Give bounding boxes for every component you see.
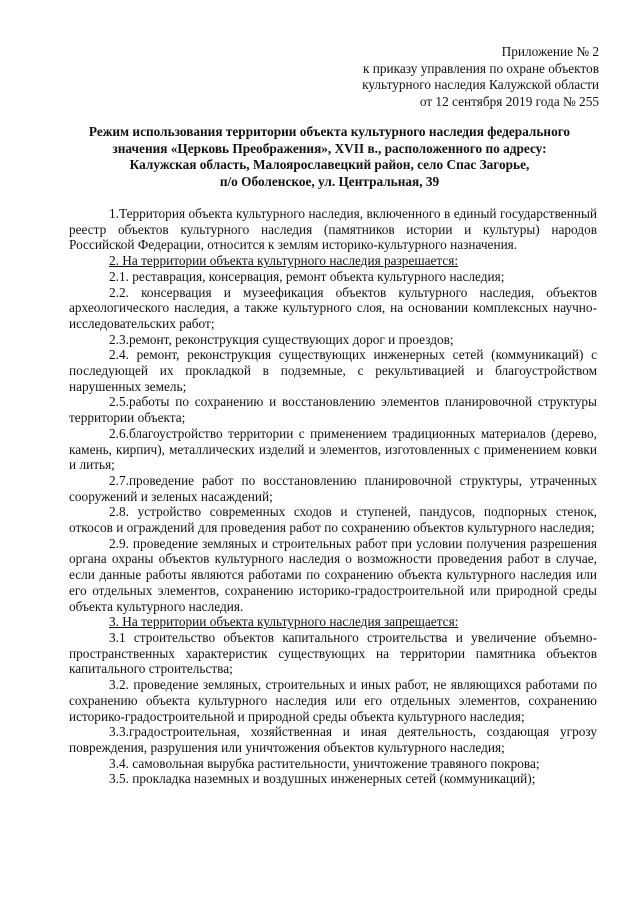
appendix-line: от 12 сентября 2019 года № 255 (419, 93, 599, 109)
list-item: 2.4. ремонт, реконструкция существующих инженерных сетей (коммуникаций) с последующей их прокладкой в подземные, с рекультивацией и благоустройством нарушенных земель; (69, 347, 597, 394)
list-item: 3.2. проведение земляных, строительных и иных работ, не являющихся работами по сохранению объекта культурного наследия или его отдельных элементов, сохранению историко-градостроительной и природной среды объекта культурного наследия; (69, 677, 597, 724)
appendix-header (299, 44, 599, 110)
document-title (60, 124, 599, 190)
list-item: 2.6.благоустройство территории с применением традиционных материалов (дерево, камень, кирпич), металлических изделий и элементов, изготовленных с применением ковки и литья; (69, 425, 597, 473)
appendix-line: к приказу управления по охране объектов (362, 60, 599, 76)
list-item: 2.8. устройство современных сходов и ступеней, пандусов, подпорных стенок, откосов и ограждений для проведения работ по сохранению объектов культурного наследия; (69, 504, 597, 536)
title-line: Режим использования территории объекта культурного наследия федерального (88, 124, 571, 139)
section-2-heading-text: 2. На территории объекта культурного наследия разрешается: (109, 253, 459, 269)
list-item: 3.5. прокладка наземных и воздушных инженерных сетей (коммуникаций); (109, 771, 536, 787)
section-3-heading (69, 614, 597, 630)
title-line: п/о Оболенское, ул. Центральная, 39 (219, 173, 440, 189)
list-item: 2.9. проведение земляных и строительных работ при условии получения разрешения органа охраны объектов культурного наследия о возможности проведения работ в случае, если данные работы являются работами по сохранению объекта культурного наследия или его отдельных элементов, сохранению историко-градостроительной или природной среды объекта культурного наследия. (69, 535, 597, 614)
section-3-heading-text: 3. На территории объекта культурного наследия запрещается: (109, 614, 459, 630)
list-item: 3.3.градостроительная, хозяйственная и иная деятельность, создающая угрозу повреждения, разрушения или уничтожения объектов культурного наследия; (69, 724, 597, 755)
list-item: 2.7.проведение работ по восстановлению планировочной структуры, утраченных сооружений и зеленых насаждений; (69, 472, 597, 504)
appendix-line: культурного наследия Калужской области (362, 77, 599, 92)
title-line: Калужская область, Малоярославецкий район, село Спас Загорье, (129, 157, 530, 172)
title-line: значения «Церковь Преображения», XVII в., расположенного по адресу: (112, 140, 547, 156)
list-item: 2.5.работы по сохранению и восстановлению элементов планировочной структуры территории объекта; (69, 394, 597, 426)
list-item: 2.1. реставрация, консервация, ремонт объекта культурного наследия; (109, 268, 505, 284)
document-body (69, 206, 597, 787)
list-item: 2.2. консервация и музеефикация объектов культурного наследия, объектов археологического наследия, а также культурного слоя, на основании комплексных научно-исследовательских работ; (69, 284, 597, 331)
appendix-line: Приложение № 2 (501, 44, 599, 59)
section-2-heading (69, 253, 597, 269)
list-item: 3.4. самовольная вырубка растительности, уничтожение травяного покрова; (109, 755, 540, 771)
list-item: 2.3.ремонт, реконструкция существующих дорог и проездов; (109, 331, 454, 347)
list-item: 3.1 строительство объектов капитального строительства и увеличение объемно-пространственных характеристик существующих на территории памятника объектов капитального строительства; (69, 629, 597, 677)
section-1-paragraph: 1.Территория объекта культурного наследия, включенного в единый государственный реестр объектов культурного наследия (памятников истории и культуры) народов Российской Федерации, относится к землям историко-культурного назначения. (69, 206, 597, 253)
